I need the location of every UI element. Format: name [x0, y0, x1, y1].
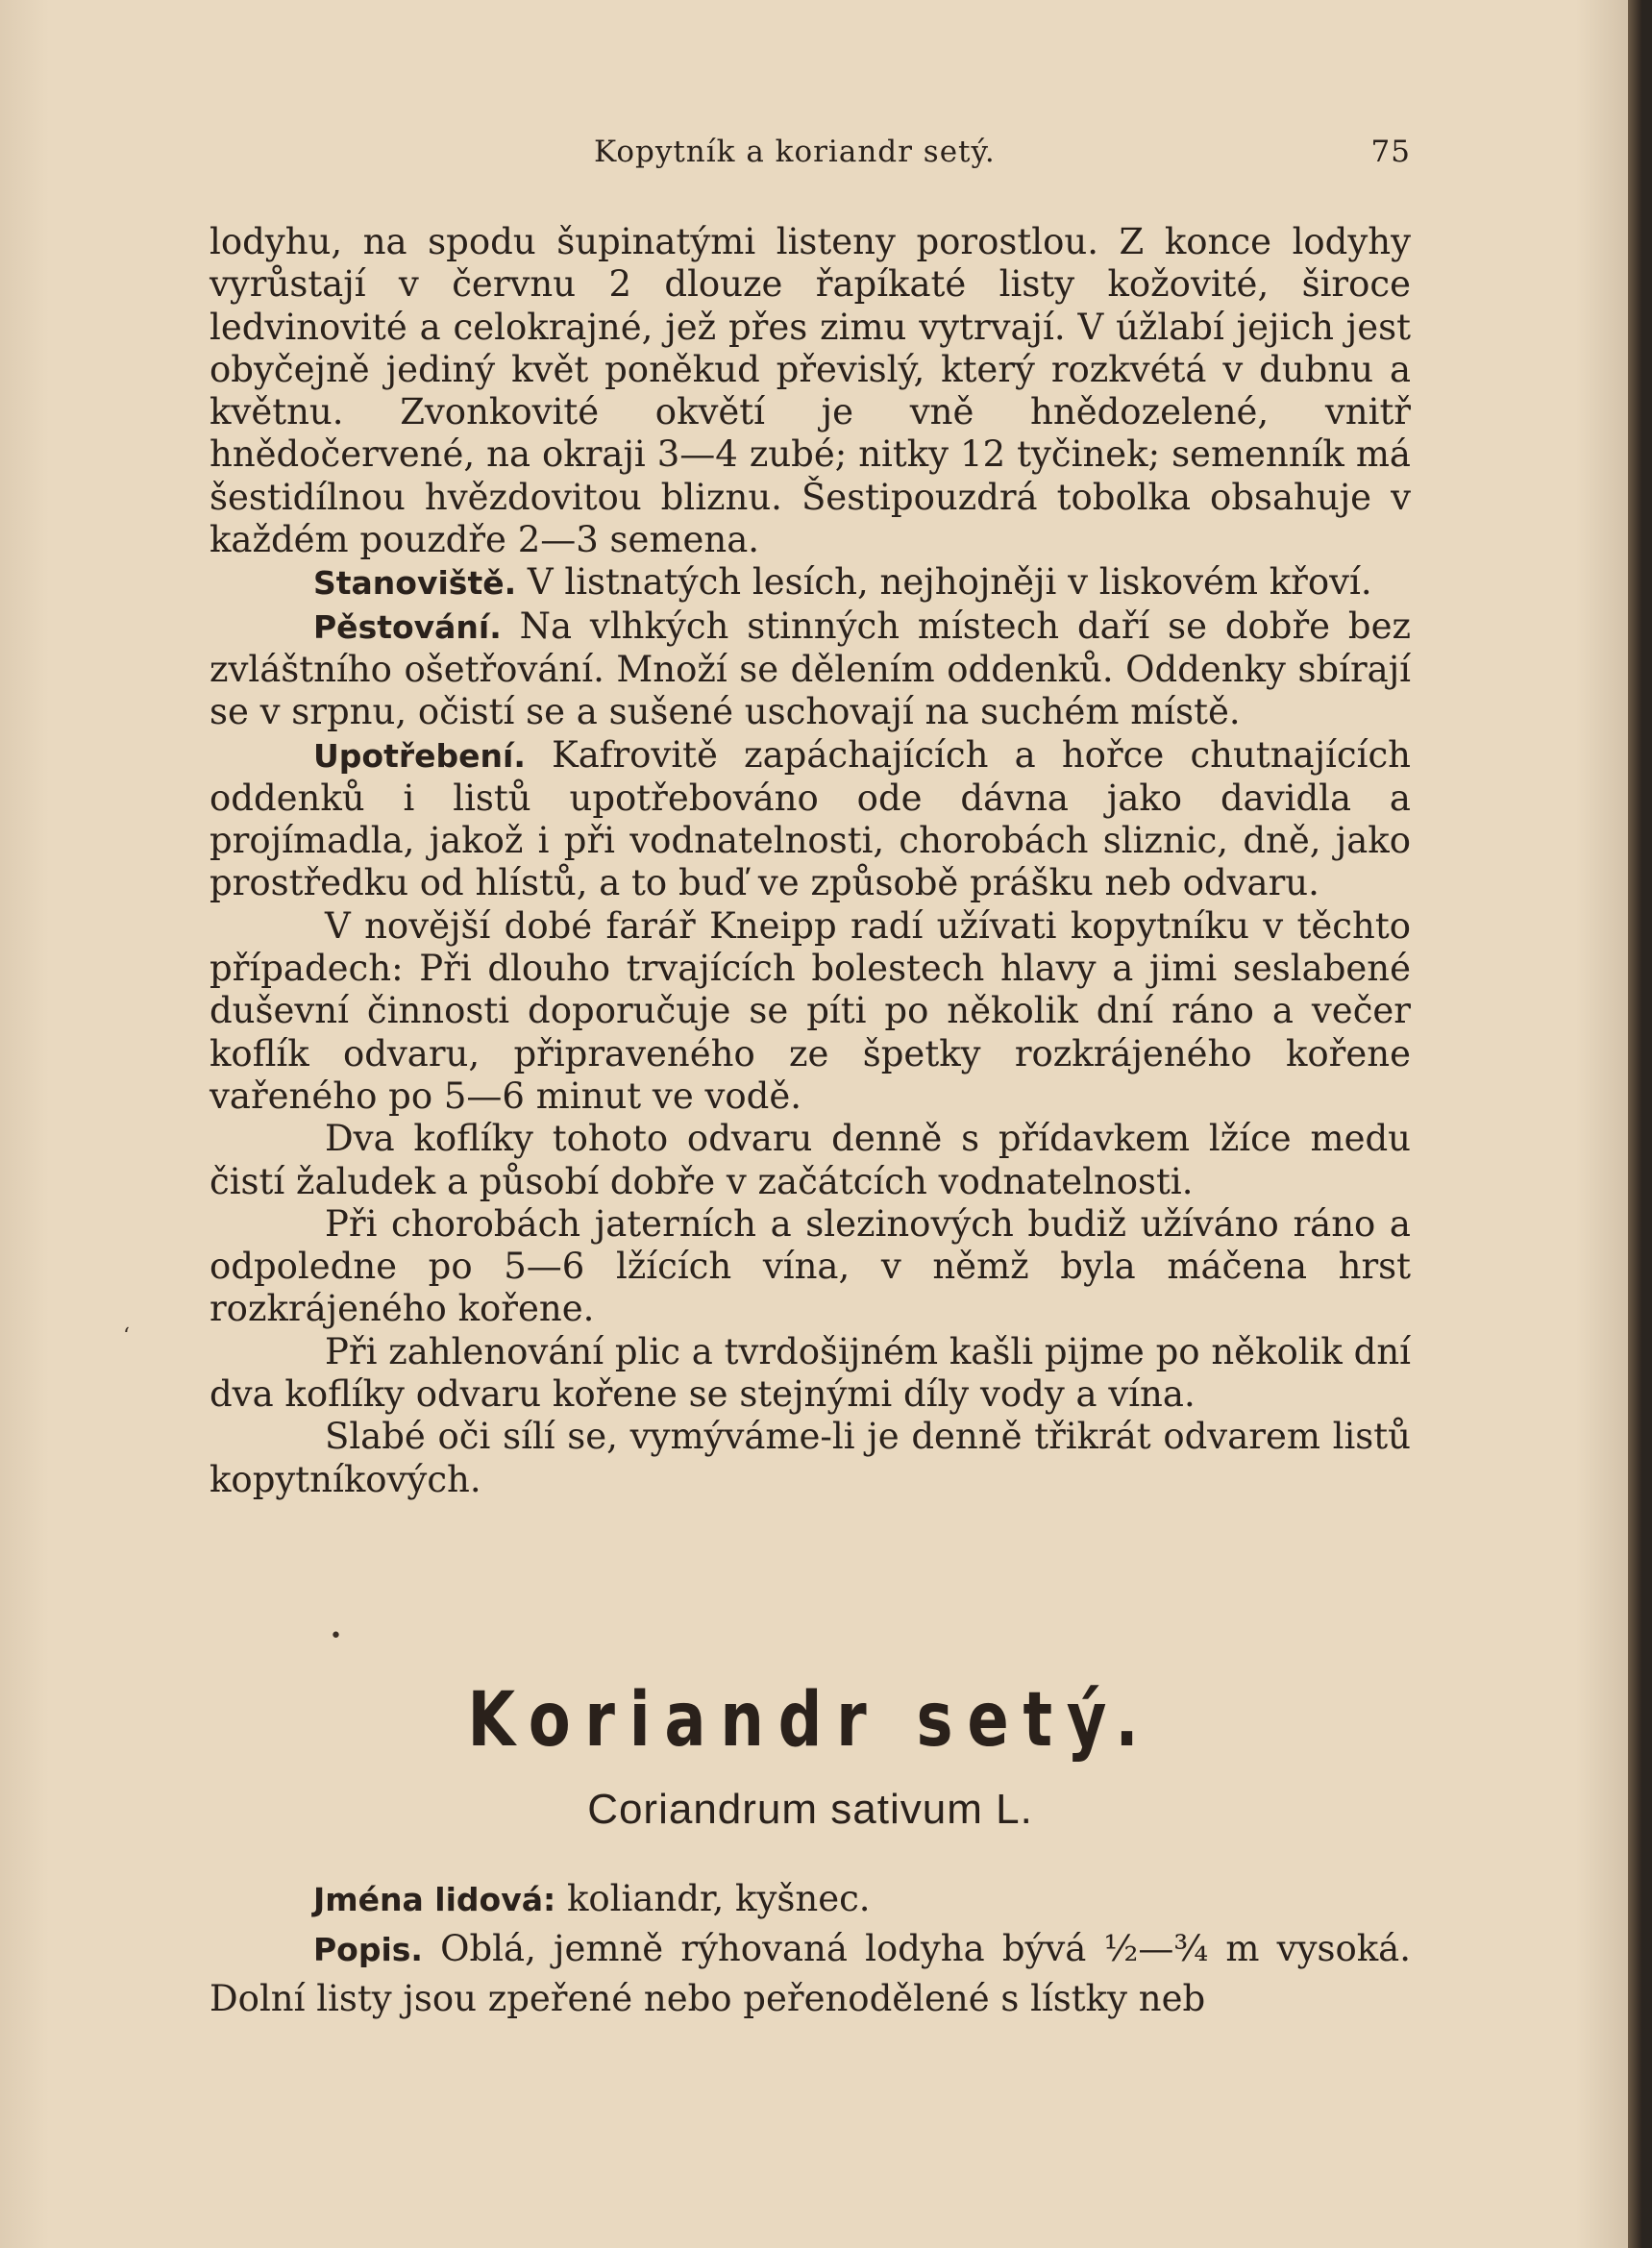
habitat-text: V listnatých lesích, nejhojněji v liskovém křoví.: [527, 561, 1372, 604]
asarum-section: [210, 221, 1411, 1501]
habitat-label: Stanoviště.: [313, 564, 517, 603]
latin-name: Coriandrum sativum L.: [587, 1786, 1033, 1833]
cultivation-text: Na vlhkých stinných místech daří se dobře bez zvláštního ošetřování. Množí se dělením oddenků. Oddenky sbírají se v srpnu, očistí se a sušené uschovají na suchém místě.: [210, 605, 1411, 733]
paragraph-liver: Při chorobách jaterních a slezinových budiž užíváno ráno a odpoledne po 5—6 lžících vína, v němž byla máčena hrst rozkrájeného kořene.: [210, 1202, 1411, 1330]
use-paragraph: [210, 734, 1411, 905]
common-names-text: koliandr, kyšnec.: [566, 1878, 871, 1919]
coriander-section: [210, 1874, 1411, 2023]
common-names-paragraph: [210, 1874, 1411, 1924]
margin-mark: ‘: [123, 1324, 130, 1348]
cultivation-paragraph: [210, 605, 1411, 734]
paragraph-kneipp: V novější dobé farář Kneipp radí užívati kopytníku v těchto případech: Při dlouho trvajících bolestech hlavy a jimi seslabené duševní činnosti doporučuje se píti po několik dní ráno a večer koflík odvaru, připraveného ze špetky rozkrájeného kořene vařeného po 5—6 minut ve vodě.: [210, 904, 1411, 1117]
page-header: [210, 135, 1411, 183]
use-label: Upotřebení.: [313, 736, 526, 775]
running-title: Kopytník a koriandr setý.: [594, 135, 996, 169]
description-paragraph: [210, 1924, 1411, 2023]
paragraph-cough: Při zahlenování plic a tvrdošijném kašli pijme po několik dní dva koflíky odvaru kořene se stejnými díly vody a vína.: [210, 1330, 1411, 1416]
section-title: Koriandr setý.: [467, 1677, 1153, 1764]
page-edge-shadow: [1628, 0, 1641, 2248]
paragraph-two-cups: Dva koflíky tohoto odvaru denně s přídavkem lžíce medu čistí žaludek a působí dobře v začátcích vodnatelnosti.: [210, 1118, 1411, 1202]
ink-speck: •: [330, 1624, 342, 1648]
use-text: Kafrovitě zapáchajících a hořce chutnajících oddenků i listů upotřebováno ode dávna jako davidla a projímadla, jakož i při vodnatelnosti, chorobách sliznic, dně, jako prostředku od hlístů, a to buď ve způsobě prášku neb odvaru.: [210, 733, 1411, 904]
habitat-paragraph: [210, 561, 1411, 605]
paragraph-eyes: Slabé oči sílí se, vymýváme-li je denně třikrát odvarem listů kopytníkových.: [210, 1416, 1411, 1500]
page-number: 75: [1370, 135, 1411, 169]
description-label: Popis.: [313, 1931, 423, 1968]
common-names-label: Jména lidová:: [313, 1881, 556, 1918]
cultivation-label: Pěstování.: [313, 607, 502, 646]
description-text: Oblá, jemně rýhovaná lodyha bývá ½—¾ m vysoká. Dolní listy jsou zpeřené nebo peřenodělené s lístky neb: [210, 1928, 1411, 2019]
description-continuation: lodyhu, na spodu šupinatými listeny porostlou. Z konce lodyhy vyrůstají v červnu 2 dlouze řapíkaté listy kožovité, široce ledvinovité a celokrajné, jež přes zimu vytrvají. V úžlabí jejich jest obyčejně jediný květ poněkud převislý, který rozkvétá v dubnu a květnu. Zvonkovité okvětí je vně hnědozelené, vnitř hnědočervené, na okraji 3—4 zubé; nitky 12 tyčinek; semenník má šestidílnou hvězdovitou bliznu. Šestipouzdrá tobolka obsahuje v každém pouzdře 2—3 semena.: [210, 221, 1411, 561]
